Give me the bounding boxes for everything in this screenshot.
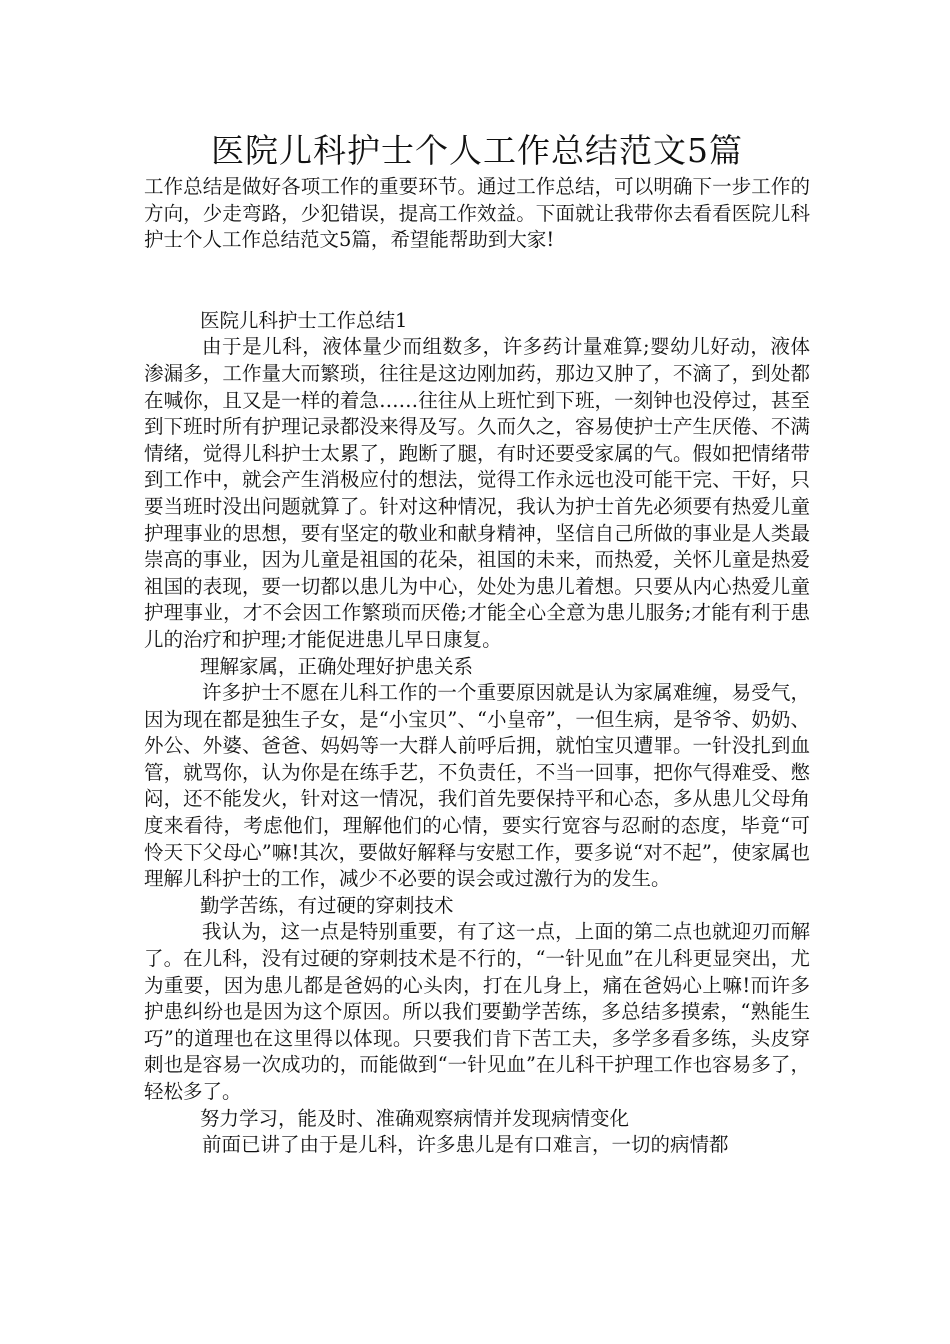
section-paragraph: 由于是儿科，液体量少而组数多，许多药计量难算;婴幼儿好动，液体渗漏多，工作量大而繁琐，往往是这边刚加药，那边又肿了，不滴了，到处都在喊你，且又是一样的着急……往往从上班忙到下班，一刻钟也没停过，甚至到下班时所有护理记录都没来得及写。久而久之，容易使护士产生厌倦、不满情绪，觉得儿科护士太累了，跑断了腿，有时还要受家属的气。假如把情绪带到工作中，就会产生消极应付的想法，觉得工作永远也没可能干完、干好，只要当班时没出问题就算了。针对这种情况，我认为护士首先必须要有热爱儿童护理事业的思想，要有坚定的敬业和献身精神，坚信自己所做的事业是人类最崇高的事业，因为儿童是祖国的花朵，祖国的未来，而热爱，关怀儿童是热爱祖国的表现，要一切都以患儿为中心，处处为患儿着想。只要从内心热爱儿童护理事业，才不会因工作繁琐而厌倦;才能全心全意为患儿服务;才能有利于患儿的治疗和护理;才能促进患儿早日康复。 bbox=[144, 335, 810, 651]
section-paragraph: 许多护士不愿在儿科工作的一个重要原因就是认为家属难缠，易受气，因为现在都是独生子女，是“小宝贝”、“小皇帝”，一但生病，是爷爷、奶奶、外公、外婆、爸爸、妈妈等一大群人前呼后拥，就怕宝贝遭罪。一针没扎到血管，就骂你，认为你是在练手艺，不负责任，不当一回事，把你气得难受、憋闷，还不能发火，针对这一情况，我们首先要保持平和心态，多从患儿父母角度来看待，考虑他们，理解他们的心情，要实行宽容与忍耐的态度，毕竟“可怜天下父母心”嘛!其次，要做好解释与安慰工作，要多说“对不起”，使家属也理解儿科护士的工作，减少不必要的误会或过激行为的发生。 bbox=[144, 681, 810, 891]
section-heading: 医院儿科护士工作总结1 bbox=[200, 308, 408, 332]
section-3 bbox=[144, 893, 810, 1106]
intro-paragraph: 工作总结是做好各项工作的重要环节。通过工作总结，可以明确下一步工作的方向，少走弯路，少犯错误，提高工作效益。下面就让我带你去看看医院儿科护士个人工作总结范文5篇，希望能帮助到大家! bbox=[144, 175, 810, 252]
section-paragraph: 我认为，这一点是特别重要，有了这一点，上面的第二点也就迎刃而解了。在儿科，没有过硬的穿刺技术是不行的，“一针见血”在儿科更显突出，尤为重要，因为患儿都是爸妈的心头肉，打在儿身上，痛在爸妈心上嘛!而许多护患纠纷也是因为这个原因。所以我们要勤学苦练，多总结多摸索，“熟能生巧”的道理也在这里得以体现。只要我们肯下苦工夫，多学多看多练，头皮穿刺也是容易一次成功的，而能做到“一针见血”在儿科干护理工作也容易多了，轻松多了。 bbox=[144, 920, 810, 1103]
document-page bbox=[144, 128, 810, 1159]
section-2 bbox=[144, 654, 810, 893]
document-title: 医院儿科护士个人工作总结范文5篇 bbox=[211, 131, 743, 170]
section-heading: 理解家属，正确处理好护患关系 bbox=[200, 654, 474, 678]
section-paragraph: 前面已讲了由于是儿科，许多患儿是有口难言，一切的病情都 bbox=[202, 1133, 729, 1157]
section-1 bbox=[144, 308, 810, 654]
blank-space bbox=[144, 254, 810, 308]
section-4 bbox=[144, 1106, 810, 1159]
section-heading: 勤学苦练，有过硬的穿刺技术 bbox=[200, 893, 454, 917]
section-heading: 努力学习，能及时、准确观察病情并发现病情变化 bbox=[200, 1106, 630, 1130]
